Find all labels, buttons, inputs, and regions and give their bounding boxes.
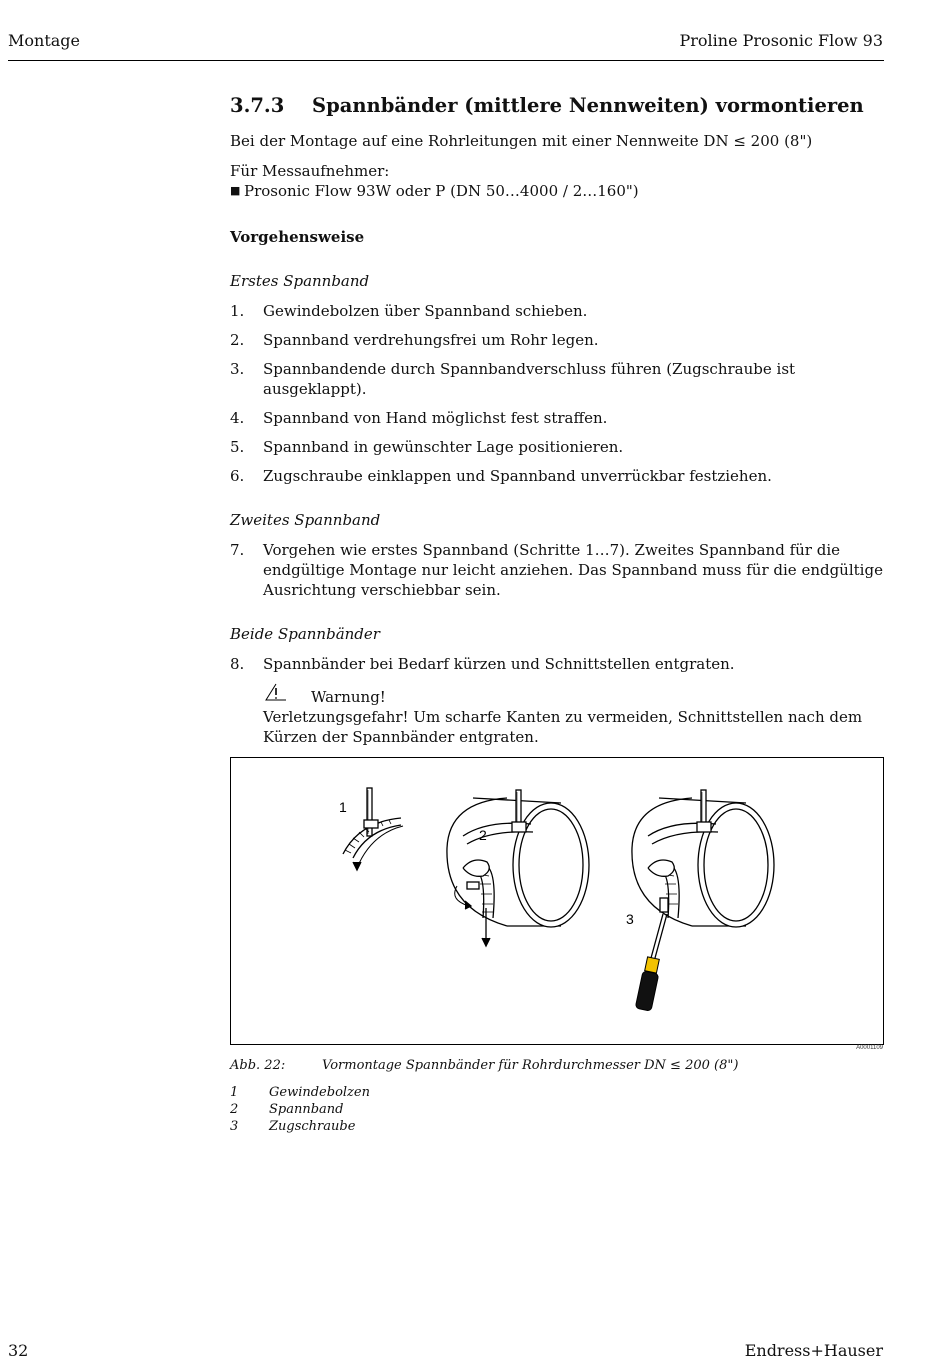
caption-number: Abb. 22: [230,1058,286,1073]
figure-legend [230,1084,370,1135]
legend-text: Spannband [269,1102,344,1117]
step-text: Spannbandende durch Spannbandverschluss führen (Zugschraube ist ausgeklappt). [263,360,796,398]
figure-label-1: 1 [339,799,347,815]
step-text: Spannband in gewünschter Lage positionieren. [263,438,624,456]
step-text: Spannband von Hand möglichst fest straffen. [263,409,608,427]
step-text: Spannbänder bei Bedarf kürzen und Schnittstellen entgraten. [263,655,735,673]
legend-number: 3 [230,1119,239,1134]
figure-label-2: 2 [479,827,487,843]
list-item [230,437,884,457]
list-item [230,330,884,350]
group-heading-1: Erstes Spannband [230,272,370,290]
list-item [230,654,884,674]
procedure-heading: Vorgehensweise [230,228,365,246]
step-text: Vorgehen wie erstes Spannband (Schritte 1…7). Zweites Spannband für die endgültige Montage nur leicht anziehen. Das Spannband muss für die endgültige Ausrichtung verschiebbar sein. [263,541,883,599]
caption-text: Vormontage Spannbänder für Rohrdurchmesser DN ≤ 200 (8") [322,1058,739,1073]
header-product: Proline Prosonic Flow 93 [679,31,883,50]
step-number: 5. [230,438,245,456]
step-number: 6. [230,467,245,485]
step-text: Spannband verdrehungsfrei um Rohr legen. [263,331,599,349]
list-item [230,408,884,428]
figure-caption [230,1058,738,1073]
list-item [230,540,884,600]
bullet-icon: ■ [230,184,241,197]
warning-icon [263,682,311,707]
warning-block [263,682,884,747]
section-title-text: Spannbänder (mittlere Nennweiten) vormontieren [312,94,864,117]
list-item [230,466,884,486]
page-number: 32 [8,1341,29,1360]
step-text: Zugschraube einklappen und Spannband unverrückbar festziehen. [263,467,772,485]
step-number: 3. [230,360,245,378]
section-title [230,96,884,122]
figure-code: A0001109 [856,1045,883,1051]
step-text: Gewindebolzen über Spannband schieben. [263,302,588,320]
group-heading-2: Zweites Spannband [230,511,381,529]
warning-title: Warnung! [311,688,386,706]
sensor-label: Für Messaufnehmer: [230,162,390,180]
legend-number: 1 [230,1085,239,1100]
warning-text: Verletzungsgefahr! Um scharfe Kanten zu vermeiden, Schnittstellen nach dem Kürzen der Spannbänder entgraten. [263,708,863,746]
figure-label-3: 3 [626,911,634,927]
header-section: Montage [8,31,80,50]
step-number: 8. [230,655,245,673]
bullet-text: Prosonic Flow 93W oder P (DN 50…4000 / 2…160") [244,182,639,200]
figure-illustration [230,757,884,1045]
footer-brand: Endress+Hauser [744,1341,883,1360]
header-rule [8,60,884,61]
section-number: 3.7.3 [230,94,285,117]
figure-drawing [231,758,883,1044]
legend-text: Gewindebolzen [269,1085,370,1100]
legend-item [230,1101,370,1118]
legend-item [230,1118,370,1135]
group-heading-3: Beide Spannbänder [230,625,380,643]
legend-text: Zugschraube [269,1119,356,1134]
main-content [230,96,884,747]
step-number: 2. [230,331,245,349]
intro-text: Bei der Montage auf eine Rohrleitungen mit einer Nennweite DN ≤ 200 (8") [230,132,813,150]
step-number: 1. [230,302,245,320]
steps-list-1 [230,301,884,486]
list-item [230,359,884,399]
list-item [230,301,884,321]
step-number: 4. [230,409,245,427]
legend-number: 2 [230,1102,239,1117]
bullet-item [230,181,884,201]
warning-header [263,682,884,707]
legend-item [230,1084,370,1101]
step-number: 7. [230,541,245,559]
